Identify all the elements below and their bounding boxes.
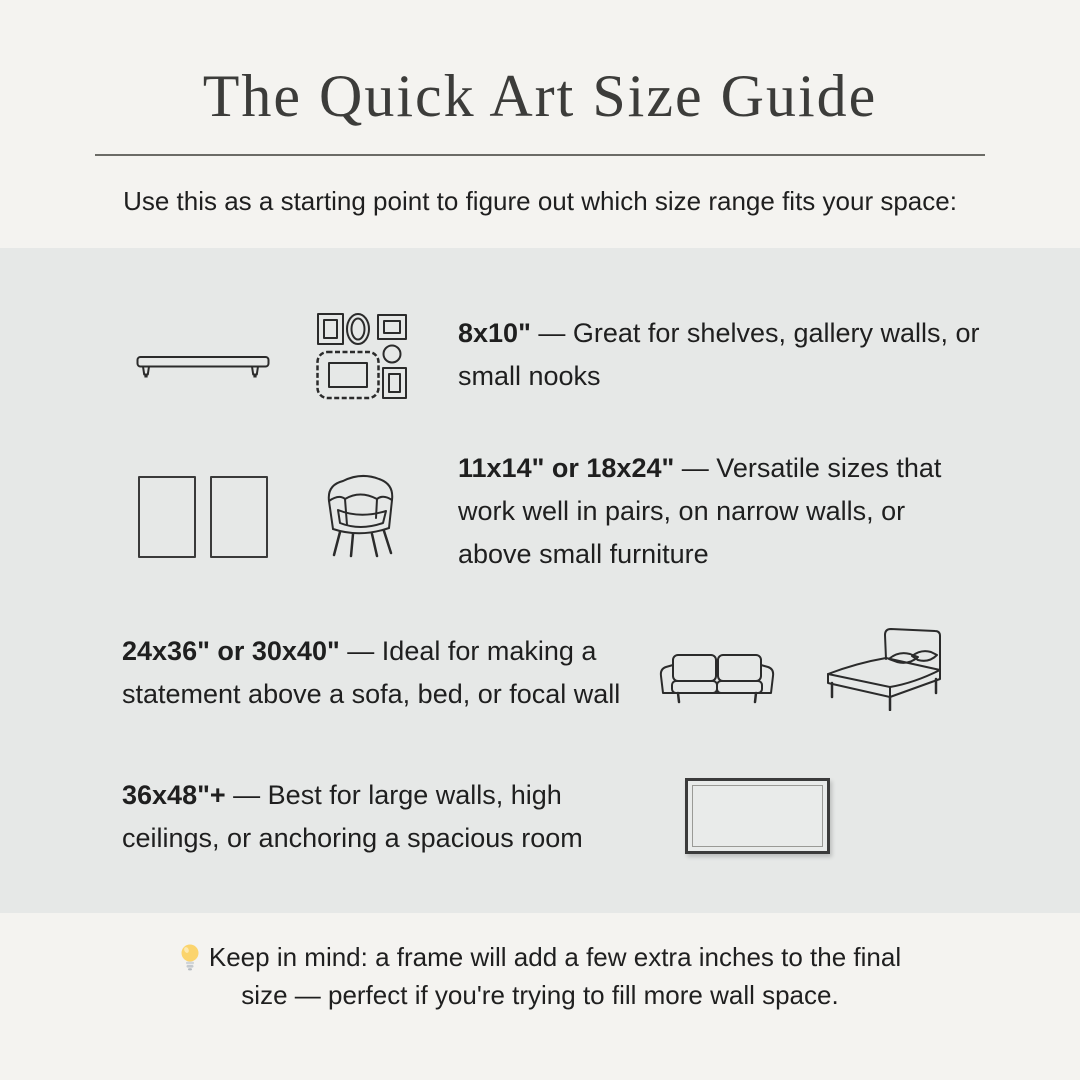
lightbulb-icon <box>179 943 201 971</box>
frame-pair-icon <box>138 476 268 558</box>
size-description: — Ideal for making a statement above a sofa, bed, or focal wall <box>122 636 621 709</box>
armchair-icon <box>320 468 402 560</box>
size-row-36x48-text <box>122 774 602 860</box>
title-divider <box>95 154 985 156</box>
size-label: 8x10" <box>458 318 531 348</box>
size-description: — Versatile sizes that work well in pairs, on narrow walls, or above small furniture <box>458 453 942 569</box>
wall-shelf-icon <box>136 354 270 380</box>
tip-text: Keep in mind: a frame will add a few extra inches to the final size — perfect if you're trying to fill more wall space. <box>208 942 902 1010</box>
size-label: 24x36" or 30x40" <box>122 636 340 666</box>
size-row-8x10-text <box>458 312 998 398</box>
bed-icon <box>822 625 954 711</box>
size-description: — Great for shelves, gallery walls, or small nooks <box>458 318 980 391</box>
size-row-11x14-text <box>458 447 958 576</box>
size-label: 36x48"+ <box>122 780 226 810</box>
large-frame-icon <box>685 778 830 854</box>
tip-note <box>160 938 920 1014</box>
size-description: — Best for large walls, high ceilings, or anchoring a spacious room <box>122 780 583 853</box>
page-title: The Quick Art Size Guide <box>202 63 878 129</box>
size-label: 11x14" or 18x24" <box>458 453 675 483</box>
size-row-24x36-text <box>122 630 652 716</box>
gallery-frames-icon <box>315 309 408 401</box>
sofa-icon <box>656 642 778 704</box>
page-subtitle: Use this as a starting point to figure out which size range fits your space: <box>123 186 957 216</box>
